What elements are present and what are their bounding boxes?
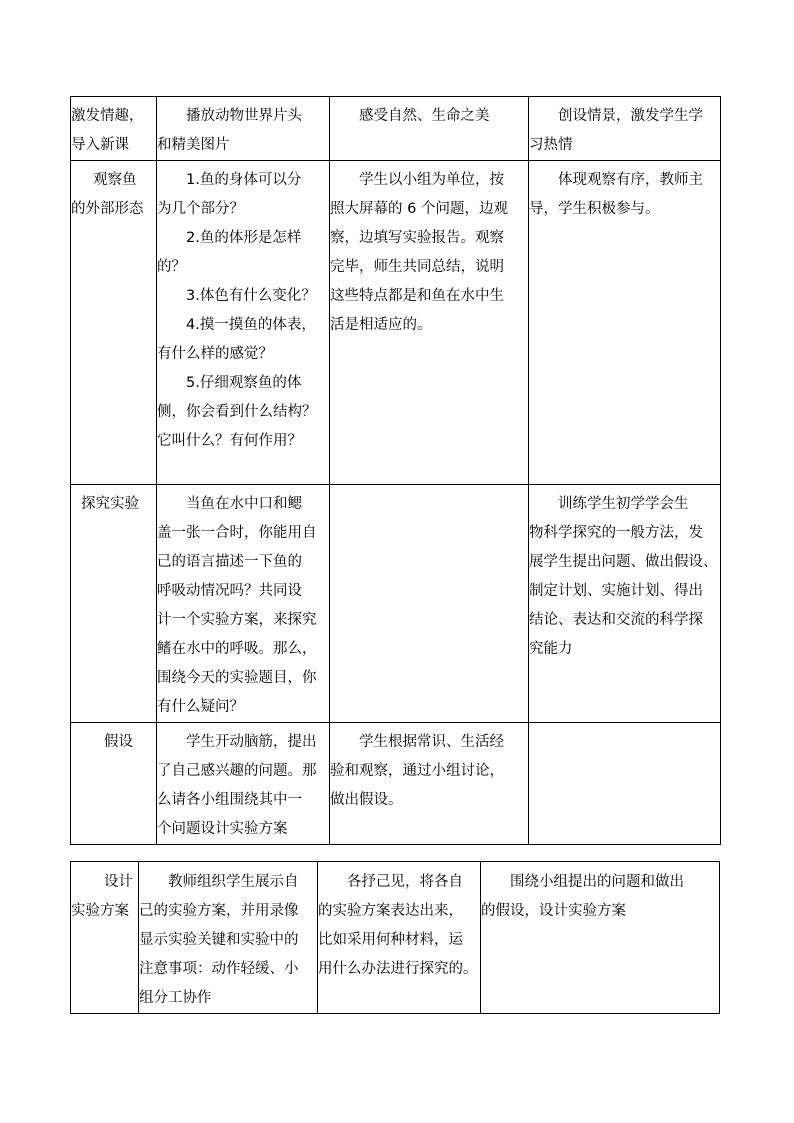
student-activity-cell: 感受自然、生命之美 [330,97,529,161]
stage-cell: 激发情趣， 导入新课 [71,97,157,161]
stage-cell: 观察鱼 的外部形态 [71,161,157,485]
student-activity-cell [330,485,529,723]
table-row-explore [71,485,721,723]
stage-cell: 假设 [71,723,157,845]
intent-cell: 围绕小组提出的问题和做出 的假设，设计实验方案 [481,862,720,1014]
student-activity-cell: 学生以小组为单位，按 照大屏幕的 6 个问题，边观 察，边填写实验报告。观察 完毕，师生共同总结，说明 这些特点都是和鱼在水中生 活是相适应的。 [330,161,529,485]
stage-cell: 设计 实验方案 [71,862,139,1014]
content-cell: 当鱼在水中口和鳃 盖一张一合时，你能用自 己的语言描述一下鱼的 呼吸动情况吗？共同设 计一个实验方案，来探究 鳍在水中的呼吸。那么， 围绕今天的实验题目，你 有什么疑问？ [157,485,330,723]
table-row-observe [71,161,721,485]
student-activity-cell: 学生根据常识、生活经 验和观察，通过小组讨论， 做出假设。 [330,723,529,845]
content-cell: 1.鱼的身体可以分 为几个部分？ 2.鱼的体形是怎样 的？ 3.体色有什么变化？ 4.摸一摸鱼的体表， 有什么样的感觉？ 5.仔细观察鱼的体 侧，你会看到什么结构？ 它叫什么？有何作用？ [157,161,330,485]
table-row-design [71,862,720,1014]
content-cell: 播放动物世界片头 和精美图片 [157,97,330,161]
intent-cell: 体现观察有序，教师主 导，学生积极参与。 [529,161,721,485]
stage-cell: 探究实验 [71,485,157,723]
intent-cell: 创设情景，激发学生学 习热情 [529,97,721,161]
intent-cell: 训练学生初学学会生 物科学探究的一般方法，发 展学生提出问题、做出假设、 制定计划、实施计划、得出 结论、表达和交流的科学探 究能力 [529,485,721,723]
student-activity-cell: 各抒己见，将各自 的实验方案表达出来， 比如采用何种材料，运 用什么办法进行探究的。 [318,862,481,1014]
content-cell: 学生开动脑筋，提出 了自己感兴趣的问题。那 么请各小组围绕其中一 个问题设计实验方案 [157,723,330,845]
table-row-hypothesis [71,723,721,845]
intent-cell [529,723,721,845]
lesson-plan-table-2 [70,861,720,1014]
content-cell: 教师组织学生展示自 己的实验方案，并用录像 显示实验关键和实验中的 注意事项：动作轻缓、小 组分工协作 [139,862,318,1014]
table-row-intro [71,97,721,161]
lesson-plan-table-1 [70,96,721,845]
